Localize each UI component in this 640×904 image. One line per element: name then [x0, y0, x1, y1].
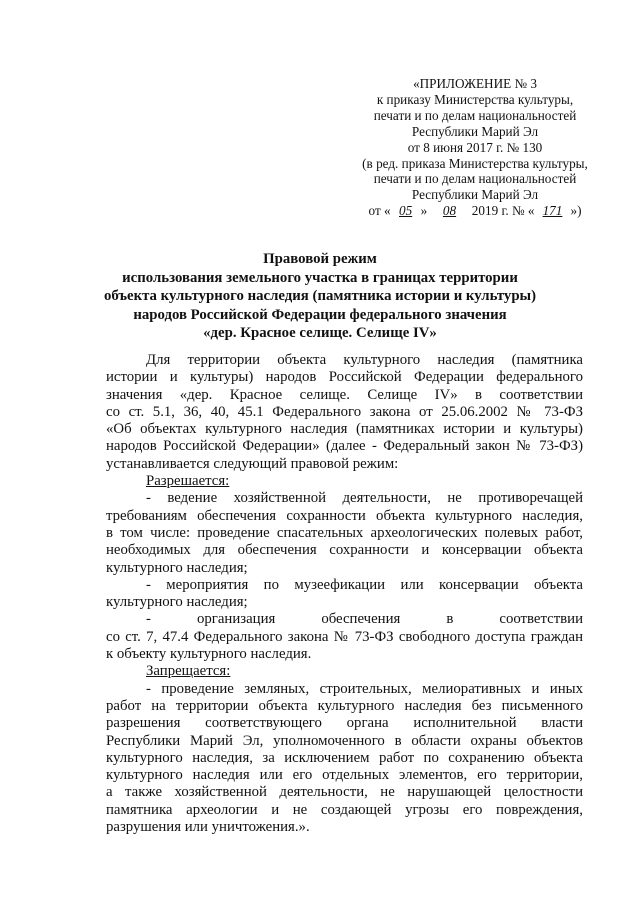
amendment-date-line — [350, 203, 600, 219]
title-line: народов Российской Федерации федерального значения — [133, 306, 507, 323]
header-line: от 8 июня 2017 г. № 130 — [407, 139, 543, 155]
handwritten-month: 08 — [442, 203, 457, 219]
forbidden-line: разрушения или уничтожения.». — [106, 819, 310, 836]
allowed-line: требованиям обеспечения сохранности объекта культурного наследия, — [106, 507, 583, 524]
intro-line: народов Российской Федерации» (далее - Федеральный закон № 73-ФЗ) — [106, 438, 583, 455]
header-line: (в ред. приказа Министерства культуры, — [362, 155, 588, 171]
allowed-line: культурного наследия; — [106, 559, 248, 576]
allowed-line: - ведение хозяйственной деятельности, не противоречащей — [146, 490, 583, 507]
title-line: объекта культурного наследия (памятника истории и культуры) — [103, 288, 537, 305]
forbidden-line: а также хозяйственной деятельности, не нарушающей целостности — [106, 784, 583, 801]
intro-line: Для территории объекта культурного наследия (памятника — [146, 352, 583, 368]
allowed-line: необходимых для обеспечения сохранности и консервации объекта — [106, 542, 583, 559]
intro-line: значения «дер. Красное селище. Селище IV» в соответствии — [106, 386, 583, 403]
handwritten-day: 05 — [399, 203, 413, 219]
allowed-line: со ст. 7, 47.4 Федерального закона № 73-ФЗ свободного доступа граждан — [106, 628, 583, 645]
forbidden-line: работ на территории объекта культурного наследия без письменного — [106, 697, 583, 714]
forbidden-line: памятника археологии и не создающей угрозы его повреждения, — [106, 801, 583, 818]
forbidden-heading-line — [106, 663, 583, 680]
allowed-line: - организация обеспечения в соответствии — [146, 611, 583, 628]
header-line: Республики Марий Эл — [411, 123, 539, 139]
forbidden-line: разрешения соответствующего органа исполнительной власти — [106, 715, 583, 732]
allowed-line: к объекту культурного наследия. — [106, 646, 312, 663]
document-body — [106, 352, 583, 836]
forbidden-line: культурного наследия, за исключением работ по сохранению объекта — [106, 749, 583, 766]
header-line: печати и по делам национальностей — [373, 107, 577, 123]
allowed-line: в том числе: проведение спасательных археологических полевых работ, — [106, 524, 583, 541]
forbidden-heading: Запрещается: — [146, 663, 231, 680]
handwritten-order-number: 171 — [542, 203, 563, 219]
allowed-line: - мероприятия по музеефикации или консервации объекта — [146, 576, 583, 593]
intro-line: устанавливается следующий правовой режим: — [106, 455, 399, 472]
header-line: «ПРИЛОЖЕНИЕ № 3 — [413, 76, 537, 91]
appendix-header — [350, 76, 600, 219]
header-line: Республики Марий Эл — [411, 187, 539, 203]
date-suffix: ») — [570, 203, 582, 219]
forbidden-line: - проведение земляных, строительных, мелиоративных и иных — [146, 680, 583, 697]
title-line: Правовой режим — [263, 251, 377, 267]
date-prefix: от « — [368, 203, 391, 219]
allowed-heading-line — [106, 473, 583, 490]
forbidden-line: культурного наследия или его отдельных элементов, его территории, — [106, 767, 583, 784]
intro-line: истории и культуры) народов Российской Федерации федерального — [106, 369, 583, 386]
date-mid: » — [420, 203, 428, 219]
date-year-number-prefix: 2019 г. № « — [471, 203, 535, 219]
title-line: использования земельного участка в границах территории — [122, 269, 518, 286]
allowed-line: культурного наследия; — [106, 594, 248, 611]
document-title — [60, 250, 580, 343]
intro-line: со ст. 5.1, 36, 40, 45.1 Федерального закона от 25.06.2002 № 73-ФЗ — [106, 403, 583, 420]
header-line: к приказу Министерства культуры, — [376, 91, 574, 107]
intro-line: «Об объектах культурного наследия (памятниках истории и культуры) — [106, 421, 583, 438]
title-line: «дер. Красное селище. Селище IV» — [203, 325, 437, 342]
forbidden-line: Республики Марий Эл, уполномоченного в области охраны объектов — [106, 732, 583, 749]
header-line: печати и по делам национальностей — [373, 171, 577, 187]
allowed-heading: Разрешается: — [146, 473, 230, 490]
